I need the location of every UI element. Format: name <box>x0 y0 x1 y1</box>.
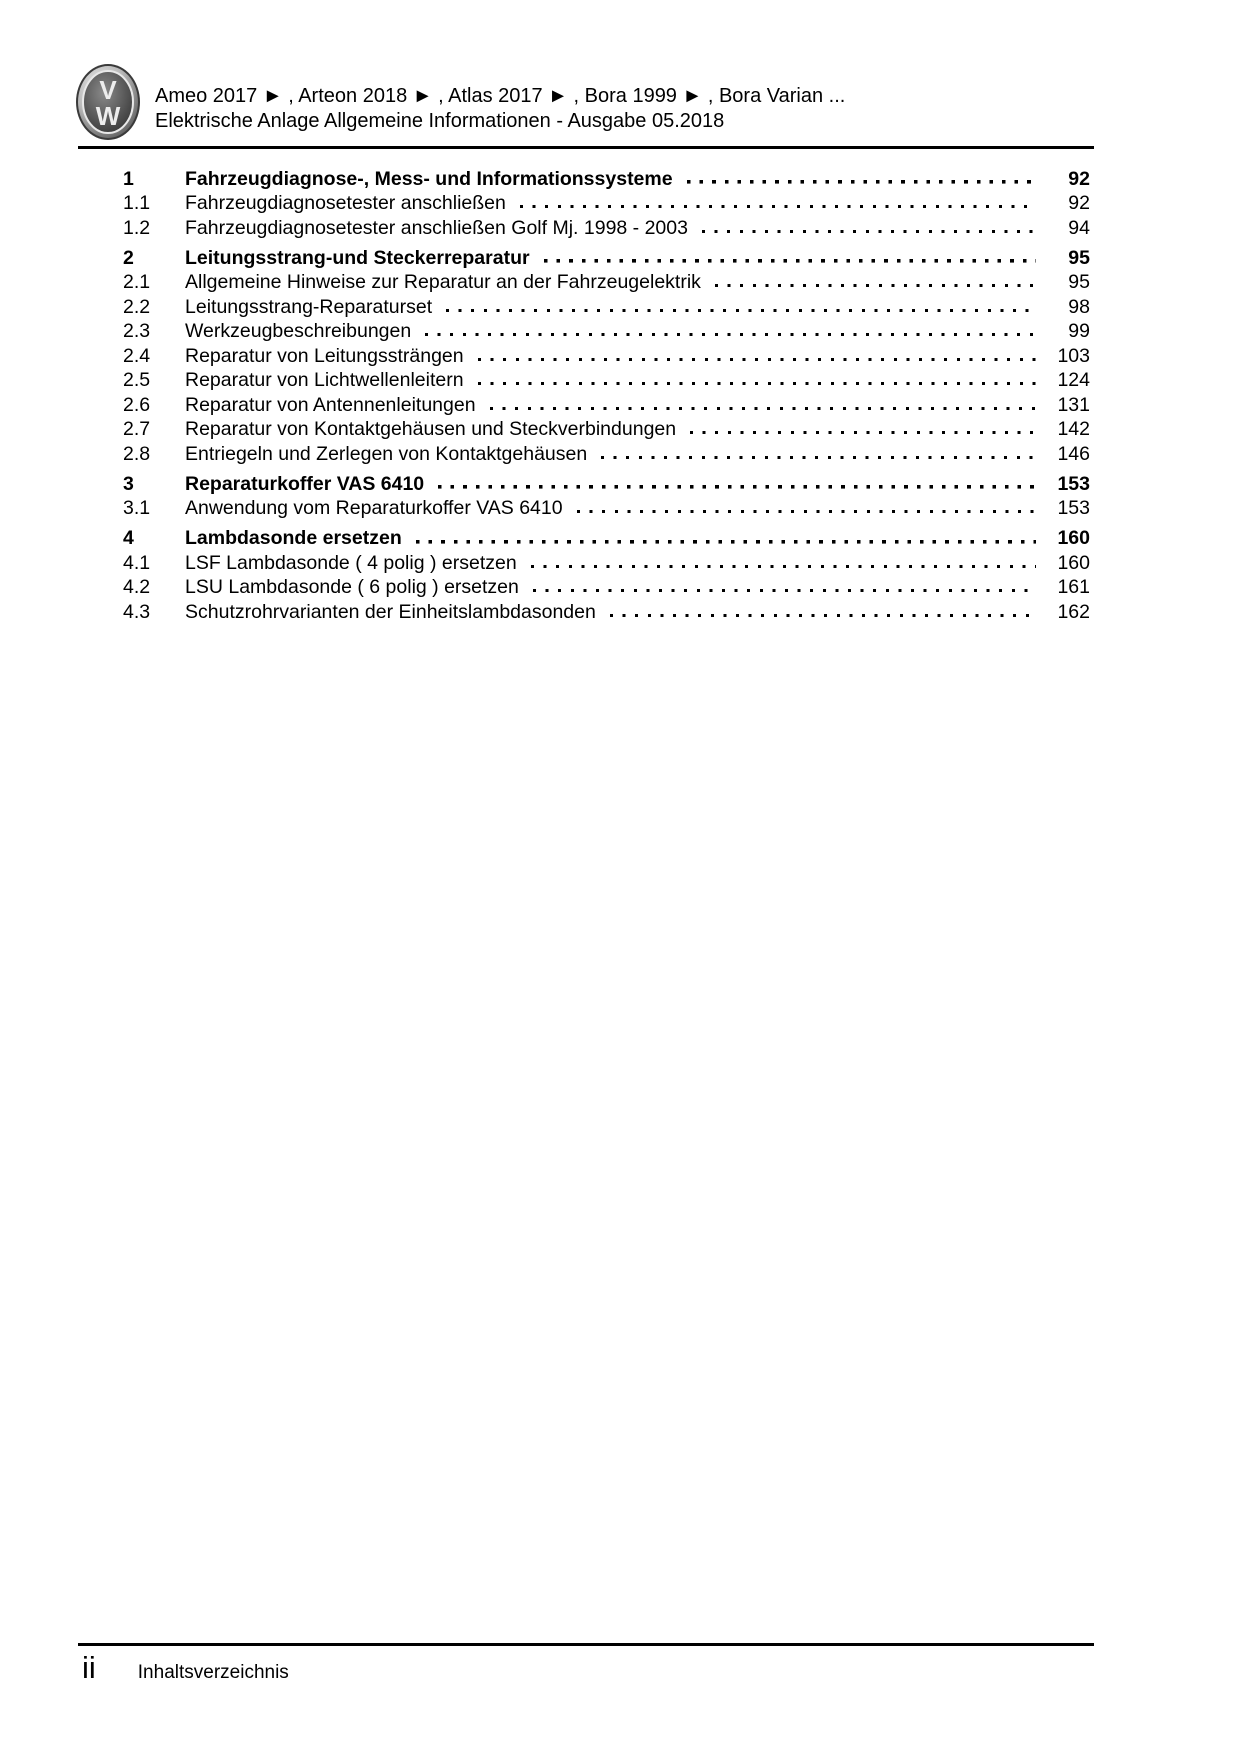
toc-dot-leader <box>478 368 1036 393</box>
toc-entry-page: 95 <box>1068 271 1090 293</box>
toc-entry-number: 2.1 <box>123 271 151 293</box>
toc-row[interactable] <box>123 246 1090 271</box>
toc-entry-title: Fahrzeugdiagnose-, Mess- und Informationssysteme <box>185 167 673 190</box>
toc-entry-page: 99 <box>1068 320 1090 342</box>
toc-dot-leader <box>438 472 1036 497</box>
toc-entry-title: Reparatur von Leitungssträngen <box>185 344 464 367</box>
header-divider <box>78 146 1094 149</box>
footer-divider <box>78 1643 1094 1646</box>
toc-entry-number: 4.1 <box>123 551 151 574</box>
toc-row[interactable] <box>123 417 1090 442</box>
toc-dot-leader <box>416 526 1036 551</box>
svg-text:V: V <box>99 75 117 105</box>
toc-entry-title: Anwendung vom Reparaturkoffer VAS 6410 <box>185 497 563 519</box>
toc-entry-number: 1.1 <box>123 192 151 214</box>
toc-dot-leader <box>533 575 1036 600</box>
toc-dot-leader <box>520 191 1036 216</box>
toc-entry-title: Fahrzeugdiagnosetester anschließen Golf Mj. 1998 - 2003 <box>185 216 688 239</box>
toc-row[interactable] <box>123 551 1090 576</box>
toc-row[interactable] <box>123 442 1090 467</box>
toc-dot-leader <box>715 270 1036 295</box>
toc-entry-number: 4 <box>123 527 134 549</box>
toc-row[interactable] <box>123 167 1090 192</box>
toc-entry-page: 162 <box>1057 600 1090 623</box>
toc-dot-leader <box>478 344 1036 369</box>
toc-entry-number: 2.3 <box>123 320 151 342</box>
toc-entry-page: 161 <box>1057 576 1090 598</box>
toc-entry-page: 95 <box>1068 246 1090 269</box>
toc-row[interactable] <box>123 191 1090 216</box>
toc-entry-title: LSF Lambdasonde ( 4 polig ) ersetzen <box>185 551 517 574</box>
toc-dot-leader <box>544 246 1036 271</box>
toc-row[interactable] <box>123 496 1090 521</box>
footer-section-label: Inhaltsverzeichnis <box>137 1662 289 1683</box>
toc-entry-number: 2 <box>123 246 134 269</box>
toc-entry-number: 3.1 <box>123 497 151 519</box>
toc-dot-leader <box>577 496 1036 521</box>
toc-entry-number: 2.2 <box>123 295 151 318</box>
toc-entry-page: 92 <box>1068 167 1090 190</box>
toc-entry-title: Reparaturkoffer VAS 6410 <box>185 472 425 495</box>
header-models-line: Ameo 2017 ► , Arteon 2018 ► , Atlas 2017 ► , Bora 1999 ► , Bora Varian ... <box>155 85 846 107</box>
toc-entry-title: Leitungsstrang-und Steckerreparatur <box>185 246 530 269</box>
toc-dot-leader <box>610 600 1036 625</box>
toc-dot-leader <box>531 551 1036 576</box>
toc-entry-title: Fahrzeugdiagnosetester anschließen <box>185 192 506 214</box>
toc-dot-leader <box>446 295 1036 320</box>
toc-row[interactable] <box>123 472 1090 497</box>
toc-entry-number: 3 <box>123 472 134 495</box>
toc-entry-page: 124 <box>1057 369 1090 391</box>
toc-entry-page: 146 <box>1057 442 1090 465</box>
toc-entry-page: 131 <box>1057 393 1090 416</box>
toc-entry-title: Leitungsstrang-Reparaturset <box>185 295 433 318</box>
toc-row[interactable] <box>123 575 1090 600</box>
toc-row[interactable] <box>123 393 1090 418</box>
svg-text:W: W <box>95 101 121 131</box>
toc-entry-number: 4.2 <box>123 576 151 598</box>
vw-logo-icon <box>75 63 141 141</box>
toc-row[interactable] <box>123 368 1090 393</box>
toc-row[interactable] <box>123 295 1090 320</box>
toc-entry-page: 153 <box>1057 472 1090 495</box>
toc-row[interactable] <box>123 319 1090 344</box>
toc-entry-title: Reparatur von Lichtwellenleitern <box>185 369 464 391</box>
toc-row[interactable] <box>123 216 1090 241</box>
header-subtitle-line: Elektrische Anlage Allgemeine Informationen - Ausgabe 05.2018 <box>155 110 725 132</box>
toc-entry-title: LSU Lambdasonde ( 6 polig ) ersetzen <box>185 576 519 598</box>
toc-entry-page: 160 <box>1057 551 1090 574</box>
toc-dot-leader <box>490 393 1036 418</box>
toc-row[interactable] <box>123 270 1090 295</box>
toc-entry-page: 160 <box>1057 527 1090 549</box>
page-footer <box>82 1650 289 1686</box>
toc-list <box>123 161 1090 624</box>
page-header <box>155 84 845 134</box>
toc-entry-number: 2.5 <box>123 369 151 391</box>
toc-entry-title: Lambdasonde ersetzen <box>185 527 402 549</box>
toc-row[interactable] <box>123 344 1090 369</box>
toc-entry-number: 1.2 <box>123 216 151 239</box>
toc-entry-page: 153 <box>1057 497 1090 519</box>
toc-dot-leader <box>687 167 1036 192</box>
toc-entry-number: 2.7 <box>123 418 151 440</box>
toc-entry-page: 142 <box>1057 418 1090 440</box>
toc-entry-page: 98 <box>1068 295 1090 318</box>
toc-entry-title: Werkzeugbeschreibungen <box>185 320 412 342</box>
toc-entry-number: 2.8 <box>123 442 151 465</box>
toc-dot-leader <box>690 417 1036 442</box>
toc-entry-number: 2.4 <box>123 344 151 367</box>
toc-dot-leader <box>425 319 1036 344</box>
toc-entry-title: Reparatur von Antennenleitungen <box>185 393 476 416</box>
toc-entry-title: Reparatur von Kontaktgehäusen und Steckverbindungen <box>185 418 677 440</box>
toc-entry-page: 92 <box>1068 192 1090 214</box>
toc-row[interactable] <box>123 526 1090 551</box>
toc-row[interactable] <box>123 600 1090 625</box>
toc-entry-title: Schutzrohrvarianten der Einheitslambdasonden <box>185 600 596 623</box>
toc-entry-number: 2.6 <box>123 393 151 416</box>
toc-entry-page: 94 <box>1068 216 1090 239</box>
toc-dot-leader <box>702 216 1036 241</box>
toc-entry-title: Entriegeln und Zerlegen von Kontaktgehäusen <box>185 442 588 465</box>
toc-dot-leader <box>601 442 1036 467</box>
toc-entry-number: 1 <box>123 167 134 190</box>
footer-page-number: ii <box>82 1650 96 1685</box>
toc-entry-title: Allgemeine Hinweise zur Reparatur an der Fahrzeugelektrik <box>185 271 701 293</box>
toc-entry-page: 103 <box>1057 344 1090 367</box>
toc-entry-number: 4.3 <box>123 600 151 623</box>
